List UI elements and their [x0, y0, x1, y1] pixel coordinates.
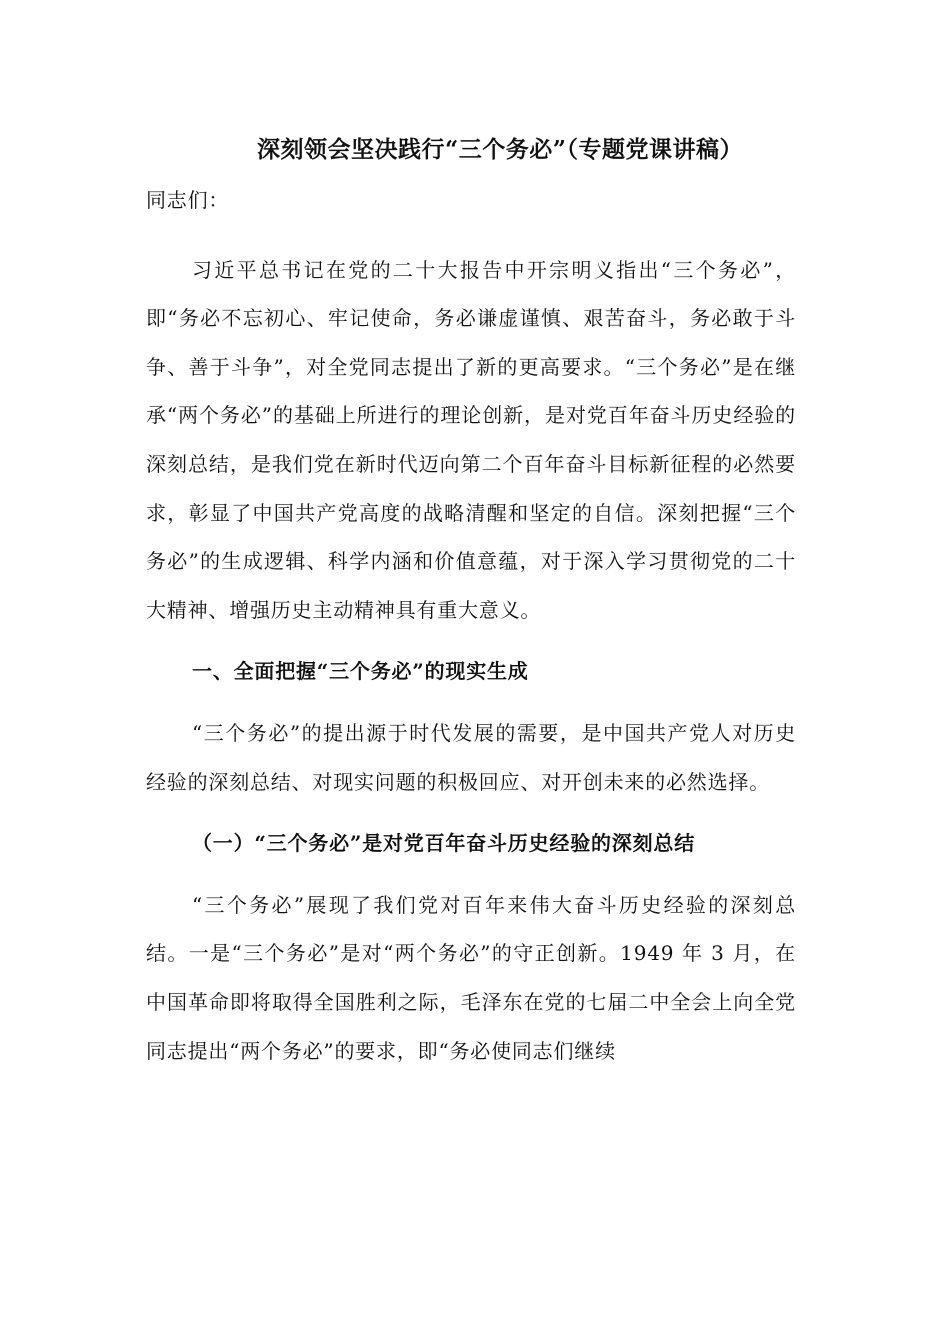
intro-paragraph: 习近平总书记在党的二十大报告中开宗明义指出“三个务必”，即“务必不忘初心、牢记使命，务必谦虚谨慎、艰苦奋斗，务必敢于斗争、善于斗争”，对全党同志提出了新的更高要求。“三个务必”是在继承“两个务必”的基础上所进行的理论创新，是对党百年奋斗历史经验的深刻总结，是我们党在新时代迈向第二个百年奋斗目标新征程的必然要求，彰显了中国共产党高度的战略清醒和坚定的自信。深刻把握“三个务必”的生成逻辑、科学内涵和价值意蕴，对于深入学习贯彻党的二十大精神、增强历史主动精神具有重大意义。 — [146, 257, 796, 622]
subsection-heading: （一）“三个务必”是对党百年奋斗历史经验的深刻总结 — [192, 831, 696, 856]
section-heading: 一、全面把握“三个务必”的现实生成 — [192, 659, 529, 684]
document-title: 深刻领会坚决践行“三个务必”（专题党课讲稿） — [257, 136, 743, 163]
section-intro-paragraph: “三个务必”的提出源于时代发展的需要，是中国共产党人对历史经验的深刻总结、对现实问题的积极回应、对开创未来的必然选择。 — [146, 720, 796, 794]
document-body — [146, 176, 796, 1075]
greeting: 同志们： — [146, 188, 230, 212]
subsection-paragraph: “三个务必”展现了我们党对百年来伟大奋斗历史经验的深刻总结。一是“三个务必”是对“两个务必”的守正创新。1949 年 3 月，在中国革命即将取得全国胜利之际，毛泽东在党的七届二中全会上向全党同志提出“两个务必”的要求，即“务必使同志们继续 — [146, 892, 796, 1063]
